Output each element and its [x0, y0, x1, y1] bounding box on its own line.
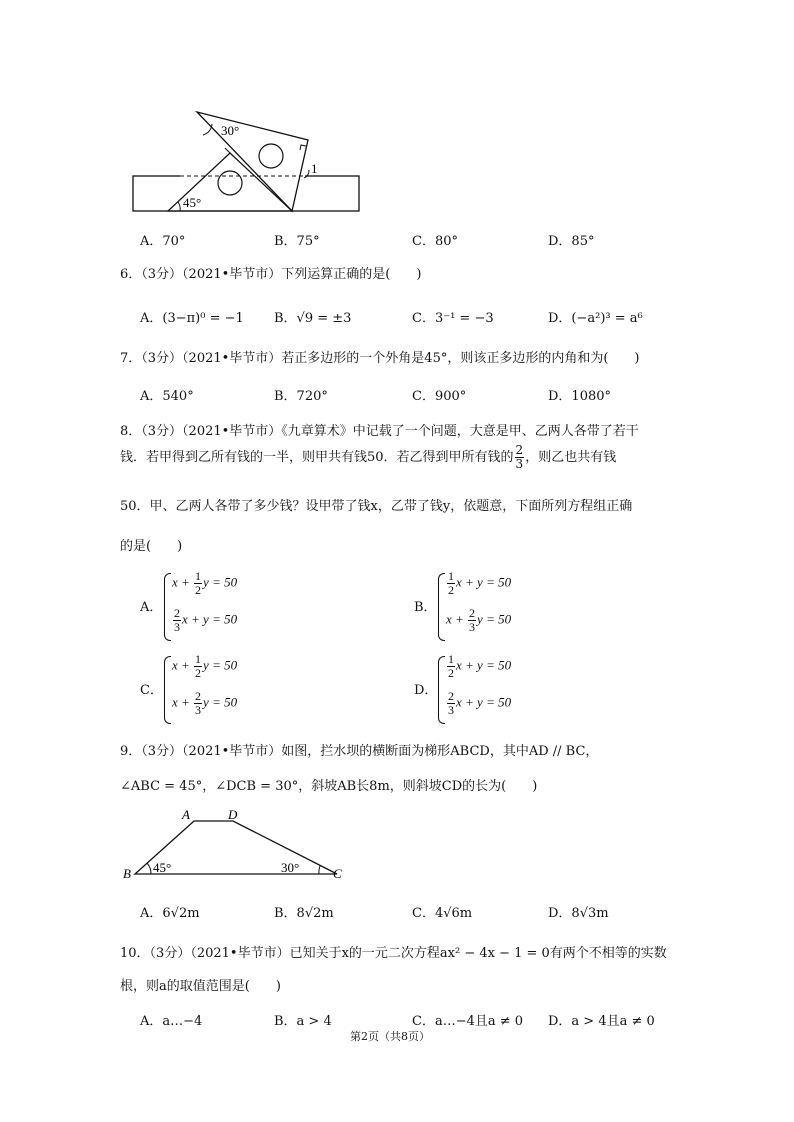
q7-option-a[interactable]: A．540°: [140, 389, 194, 404]
q8-line3: 50．甲、乙两人各带了多少钱？设甲带了钱x，乙带了钱y，依题意，下面所列方程组正确: [120, 499, 633, 514]
frac-den: 2: [448, 583, 454, 597]
vertex-c-label: C: [333, 866, 342, 881]
eq-text: x + y = 50: [182, 611, 238, 627]
eq-text: y = 50: [477, 611, 512, 627]
q8-a-eq2: [172, 607, 237, 634]
hole-circle-2: [218, 171, 242, 195]
eq-text: x +: [446, 611, 468, 627]
eq-text: x +: [172, 574, 194, 590]
frac-den: 3: [469, 620, 476, 634]
angle-45-label: 45°: [183, 195, 202, 210]
q8-line2-text-a: 钱．若甲得到乙所有钱的一半，则甲共有钱50．若乙得到甲所有钱的: [120, 450, 514, 465]
frac-num: 1: [195, 569, 202, 583]
q8-option-c[interactable]: [140, 653, 380, 725]
eq-text: x + y = 50: [456, 657, 512, 673]
q8-line1: 8．（3分）（2021•毕节市）《九章算术》中记载了一个问题，大意是甲、乙两人各带了若干: [120, 424, 639, 439]
q8-option-d-label: D．: [414, 683, 438, 698]
q8-option-a[interactable]: [140, 570, 380, 642]
q10-line1: 10．（3分）（2021•毕节市）已知关于x的一元二次方程ax² − 4x − 1 = 0有两个不相等的实数: [120, 946, 667, 961]
frac-num: 1: [195, 652, 202, 666]
q8-c-eq1: [172, 653, 237, 680]
q7-stem: 7．（3分）（2021•毕节市）若正多边形的一个外角是45°，则该正多边形的内角和为( ): [120, 351, 640, 366]
eq-text: x + y = 50: [456, 694, 512, 710]
frac-num: 2: [195, 689, 202, 703]
q10-option-d[interactable]: D．a > 4且a ≠ 0: [548, 1014, 655, 1029]
frac-den: 2: [195, 666, 202, 680]
q8-c-eq2: [172, 690, 237, 717]
q10-option-b[interactable]: B．a > 4: [274, 1014, 332, 1029]
q9-option-c[interactable]: C．4√6m: [412, 906, 473, 921]
frac-den: 3: [448, 703, 454, 717]
frac-num: 2: [448, 689, 454, 703]
q9-option-b[interactable]: B．8√2m: [274, 906, 334, 921]
q7-option-c[interactable]: C．900°: [412, 389, 467, 404]
q8-d-eq2: [446, 690, 511, 717]
angle-30-label: 30°: [281, 860, 300, 875]
eq-text: y = 50: [203, 694, 238, 710]
q8-a-eq1: [172, 570, 237, 597]
q9-line1: 9．（3分）（2021•毕节市）如图，拦水坝的横断面为梯形ABCD，其中AD // BC，: [120, 744, 599, 759]
q9-option-a[interactable]: A．6√2m: [140, 906, 200, 921]
frac-num: 1: [448, 569, 454, 583]
brace-icon: [164, 573, 171, 641]
hole-circle-1: [259, 144, 283, 168]
brace-icon: [164, 656, 171, 724]
q7-option-d[interactable]: D．1080°: [548, 389, 612, 404]
eq-text: x +: [172, 657, 194, 673]
vertex-d-label: D: [228, 807, 238, 822]
q9-option-d[interactable]: D．8√3m: [548, 906, 609, 921]
q8-fraction: [515, 444, 525, 471]
eq-text: y = 50: [203, 657, 238, 673]
q8-b-eq2: [446, 607, 511, 634]
brace-icon: [438, 573, 445, 641]
q5-option-a[interactable]: A．70°: [140, 234, 186, 249]
q8-b-eq1: [446, 570, 511, 597]
q8-d-eq1: [446, 653, 511, 680]
eq-text: y = 50: [203, 574, 238, 590]
q5-option-d[interactable]: D．85°: [548, 234, 595, 249]
q6-option-b[interactable]: B．√9 = ±3: [274, 311, 352, 326]
q10-line2: 根，则a的取值范围是( ): [120, 979, 281, 994]
q5-option-c[interactable]: C．80°: [412, 234, 458, 249]
vertex-a-label: A: [182, 807, 190, 822]
q8-fraction-den: 3: [515, 457, 524, 471]
q10-option-a[interactable]: A．a…−4: [140, 1014, 203, 1029]
q8-option-b[interactable]: [414, 570, 654, 642]
q8-option-a-label: A．: [140, 600, 163, 615]
q6-option-d[interactable]: D．(−a²)³ = a⁶: [548, 311, 643, 326]
q9-line2: ∠ABC = 45°，∠DCB = 30°，斜坡AB长8m，则斜坡CD的长为( ): [120, 779, 538, 794]
frac-den: 3: [174, 620, 180, 634]
page-footer: 第2页（共8页）: [350, 1030, 430, 1043]
angle-1-label: 1: [311, 161, 318, 176]
frac-den: 2: [448, 666, 454, 680]
angle-30-label: 30°: [221, 123, 240, 138]
q8-option-b-label: B．: [414, 600, 437, 615]
brace-icon: [438, 656, 445, 724]
q5-option-b[interactable]: B．75°: [274, 234, 320, 249]
eq-text: x +: [172, 694, 194, 710]
frac-den: 2: [195, 583, 202, 597]
q6-option-a[interactable]: A．(3−π)⁰ = −1: [140, 311, 244, 326]
ruler-rect: [133, 176, 359, 211]
q6-stem: 6．（3分）（2021•毕节市）下列运算正确的是( ): [120, 267, 422, 282]
q5-figure: [120, 100, 370, 220]
q8-option-c-label: C．: [140, 683, 163, 698]
q10-option-c[interactable]: C．a…−4且a ≠ 0: [412, 1014, 524, 1029]
q8-line2: [120, 444, 616, 471]
triangle-30: [197, 112, 308, 211]
q8-line4: 的是( ): [120, 539, 183, 554]
frac-num: 2: [469, 606, 476, 620]
q7-option-b[interactable]: B．720°: [274, 389, 328, 404]
frac-den: 3: [195, 703, 202, 717]
vertex-b-label: B: [123, 866, 131, 881]
frac-num: 1: [448, 652, 454, 666]
q8-fraction-num: 2: [515, 443, 524, 457]
q6-option-c[interactable]: C．3⁻¹ = −3: [412, 311, 494, 326]
q9-trapezoid-figure: [115, 806, 355, 886]
eq-text: x + y = 50: [456, 574, 512, 590]
angle-45-label: 45°: [153, 860, 172, 875]
frac-num: 2: [174, 606, 180, 620]
q8-option-d[interactable]: [414, 653, 654, 725]
q8-line2-text-b: ，则乙也共有钱: [525, 450, 617, 465]
